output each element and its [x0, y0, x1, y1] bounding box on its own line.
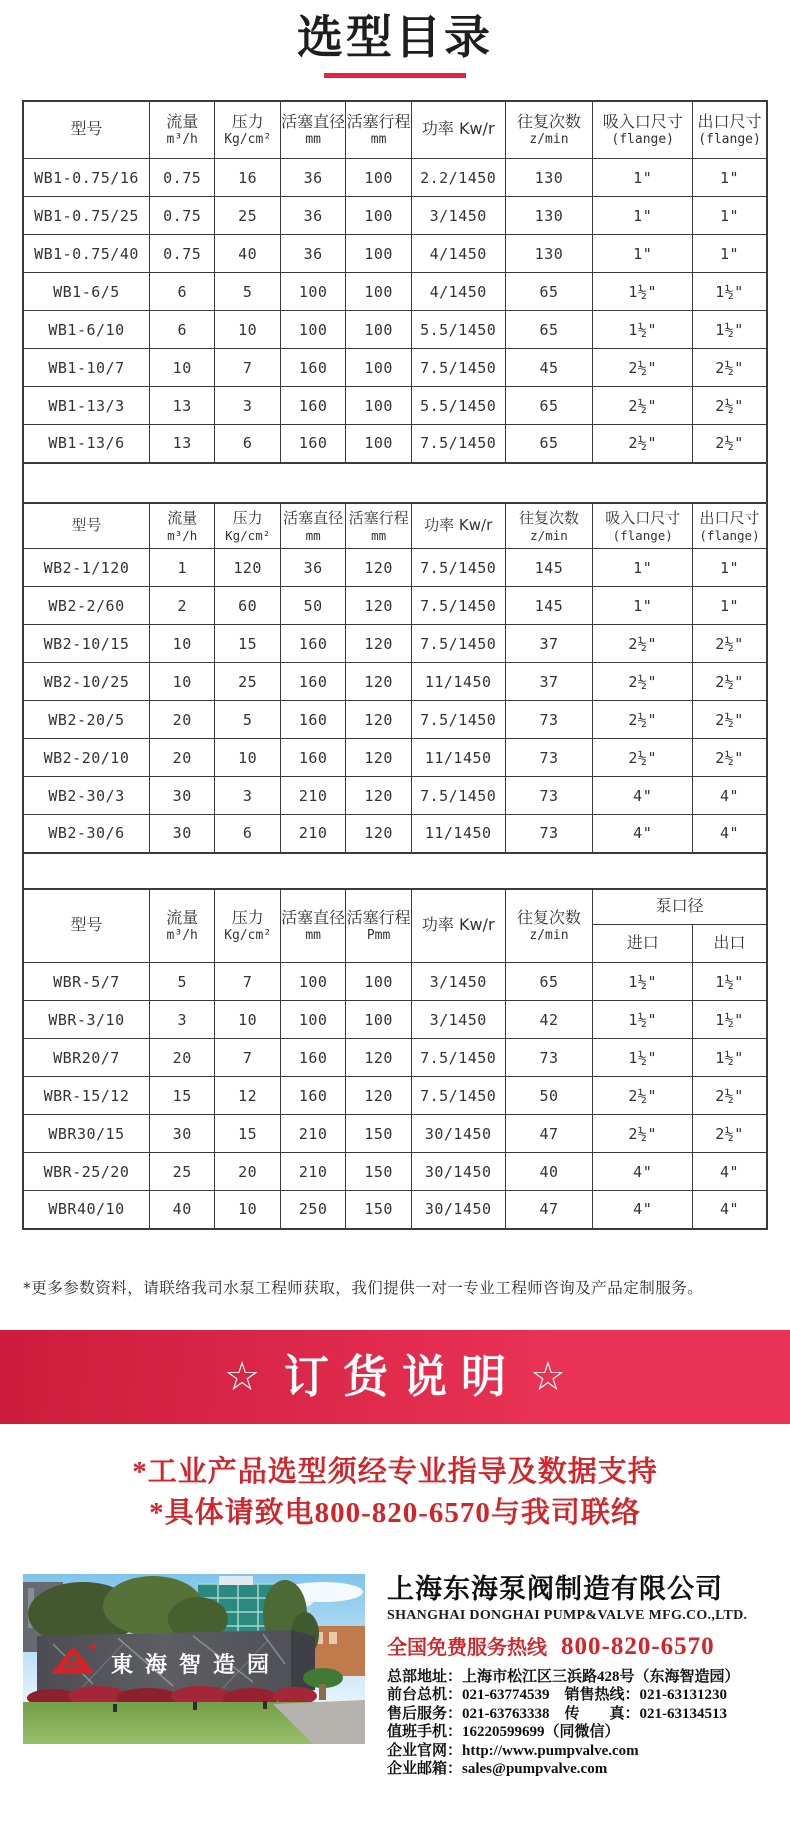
column-header: 功率 Kw/r [411, 889, 505, 963]
column-header: 活塞行程 mm [346, 503, 411, 549]
data-cell: 15 [215, 625, 280, 663]
model-cell: WB1-6/10 [23, 311, 149, 349]
column-header: 出口 [693, 925, 767, 963]
model-cell: WB1-0.75/25 [23, 197, 149, 235]
data-cell: 2½" [693, 663, 767, 701]
data-cell: 10 [215, 739, 280, 777]
warning-line: *具体请致电800-820-6570与我司联络 [149, 1496, 641, 1529]
table-row [23, 425, 767, 463]
warning-lines [0, 1452, 790, 1534]
data-cell: 11/1450 [411, 663, 505, 701]
data-cell: 120 [346, 739, 411, 777]
table-row [23, 235, 767, 273]
model-cell: WBR-25/20 [23, 1153, 149, 1191]
model-cell: WB1-0.75/16 [23, 159, 149, 197]
model-cell: WB2-10/15 [23, 625, 149, 663]
data-cell: 2½" [593, 739, 693, 777]
data-cell: 20 [149, 701, 214, 739]
data-cell: 2½" [693, 349, 767, 387]
data-cell: 100 [280, 311, 345, 349]
data-cell: 2½" [593, 663, 693, 701]
table-gap [22, 854, 768, 888]
banner-title: 订货说明 [283, 1350, 520, 1404]
data-cell: 47 [505, 1191, 593, 1229]
data-cell: 40 [149, 1191, 214, 1229]
data-cell: 1" [693, 587, 767, 625]
data-cell: 5.5/1450 [411, 387, 505, 425]
data-cell: 2½" [693, 739, 767, 777]
model-cell: WB2-20/10 [23, 739, 149, 777]
data-cell: 37 [505, 663, 593, 701]
data-cell: 73 [505, 1039, 593, 1077]
data-cell: 100 [346, 963, 411, 1001]
data-cell: 50 [280, 587, 345, 625]
model-cell: WBR40/10 [23, 1191, 149, 1229]
table-row [23, 1115, 767, 1153]
column-header: 压力 Kg/cm² [215, 101, 280, 159]
data-cell: 73 [505, 815, 593, 853]
data-cell: 100 [346, 273, 411, 311]
data-cell: 7.5/1450 [411, 1077, 505, 1115]
spec-table-wb1 [22, 100, 768, 464]
table-row [23, 197, 767, 235]
data-cell: 1" [693, 159, 767, 197]
data-cell: 160 [280, 1077, 345, 1115]
column-header: 型号 [23, 101, 149, 159]
data-cell: 12 [215, 1077, 280, 1115]
company-name-en: SHANGHAI DONGHAI PUMP&VALVE MFG.CO.,LTD. [387, 1607, 748, 1623]
data-cell: 100 [346, 425, 411, 463]
data-cell: 160 [280, 387, 345, 425]
data-cell: 5 [215, 273, 280, 311]
data-cell: 6 [149, 273, 214, 311]
data-cell: 30/1450 [411, 1191, 505, 1229]
data-cell: 20 [149, 1039, 214, 1077]
data-cell: 160 [280, 739, 345, 777]
data-cell: 150 [346, 1191, 411, 1229]
title-underline [324, 73, 466, 78]
data-cell: 37 [505, 625, 593, 663]
column-header: 出口尺寸 (flange) [693, 503, 767, 549]
data-cell: 1" [693, 235, 767, 273]
data-cell: 13 [149, 387, 214, 425]
column-header: 流量 m³/h [149, 889, 214, 963]
data-cell: 2½" [693, 1115, 767, 1153]
company-info [387, 1574, 787, 1778]
model-cell: WBR20/7 [23, 1039, 149, 1077]
data-cell: 3/1450 [411, 963, 505, 1001]
data-cell: 1" [593, 197, 693, 235]
data-cell: 120 [346, 625, 411, 663]
data-cell: 30 [149, 777, 214, 815]
factory-photo [23, 1574, 365, 1744]
company-footer [23, 1574, 790, 1778]
model-cell: WB2-30/6 [23, 815, 149, 853]
data-cell: 60 [215, 587, 280, 625]
data-cell: 3 [149, 1001, 214, 1039]
table-row [23, 273, 767, 311]
table-row [23, 1153, 767, 1191]
column-header: 压力 Kg/cm² [215, 503, 280, 549]
data-cell: 4" [593, 777, 693, 815]
data-cell: 36 [280, 235, 345, 273]
column-header: 流量 m³/h [149, 503, 214, 549]
data-cell: 250 [280, 1191, 345, 1229]
data-cell: 100 [280, 963, 345, 1001]
data-cell: 11/1450 [411, 815, 505, 853]
data-cell: 15 [215, 1115, 280, 1153]
column-header: 功率 Kw/r [411, 101, 505, 159]
data-cell: 6 [149, 311, 214, 349]
model-cell: WBR-3/10 [23, 1001, 149, 1039]
data-cell: 120 [215, 549, 280, 587]
data-cell: 45 [505, 349, 593, 387]
data-cell: 4" [693, 815, 767, 853]
contact-website: 企业官网：http://www.pumpvalve.com [387, 1742, 639, 1759]
data-cell: 150 [346, 1115, 411, 1153]
spec-table-wbr [22, 888, 768, 1230]
table-row [23, 663, 767, 701]
table-row [23, 815, 767, 853]
column-header: 活塞直径 mm [280, 503, 345, 549]
data-cell: 210 [280, 1115, 345, 1153]
table-row [23, 1191, 767, 1229]
data-cell: 73 [505, 701, 593, 739]
data-cell: 6 [215, 425, 280, 463]
data-cell: 11/1450 [411, 739, 505, 777]
data-cell: 4" [693, 777, 767, 815]
data-cell: 1½" [693, 963, 767, 1001]
data-cell: 30 [149, 1115, 214, 1153]
data-cell: 1" [593, 549, 693, 587]
data-cell: 7.5/1450 [411, 625, 505, 663]
data-cell: 73 [505, 739, 593, 777]
data-cell: 2½" [693, 387, 767, 425]
model-cell: WB2-1/120 [23, 549, 149, 587]
contact-email: 企业邮箱：sales@pumpvalve.com [387, 1760, 608, 1777]
data-cell: 100 [346, 1001, 411, 1039]
data-cell: 25 [215, 197, 280, 235]
footnote: *更多参数资料，请联络我司水泵工程师获取，我们提供一对一专业工程师咨询及产品定制服务。 [23, 1278, 704, 1297]
data-cell: 25 [215, 663, 280, 701]
data-cell: 145 [505, 549, 593, 587]
data-cell: 1½" [593, 1039, 693, 1077]
data-cell: 7 [215, 1039, 280, 1077]
data-cell: 130 [505, 159, 593, 197]
data-cell: 16 [215, 159, 280, 197]
data-cell: 0.75 [149, 159, 214, 197]
data-cell: 7 [215, 349, 280, 387]
data-cell: 120 [346, 587, 411, 625]
data-cell: 120 [346, 1077, 411, 1115]
table-row [23, 739, 767, 777]
contact-mobile: 值班手机：16220599699（同微信） [387, 1724, 620, 1741]
data-cell: 145 [505, 587, 593, 625]
data-cell: 2½" [593, 425, 693, 463]
data-cell: 1½" [693, 273, 767, 311]
data-cell: 20 [215, 1153, 280, 1191]
data-cell: 42 [505, 1001, 593, 1039]
data-cell: 10 [215, 1191, 280, 1229]
data-cell: 100 [346, 235, 411, 273]
data-cell: 65 [505, 425, 593, 463]
table-row [23, 1039, 767, 1077]
data-cell: 65 [505, 311, 593, 349]
data-cell: 4/1450 [411, 235, 505, 273]
data-cell: 1 [149, 549, 214, 587]
model-cell: WB2-30/3 [23, 777, 149, 815]
data-cell: 7.5/1450 [411, 777, 505, 815]
data-cell: 160 [280, 625, 345, 663]
data-cell: 130 [505, 235, 593, 273]
data-cell: 7.5/1450 [411, 425, 505, 463]
data-cell: 210 [280, 777, 345, 815]
hotline-number: 800-820-6570 [561, 1632, 715, 1660]
data-cell: 120 [346, 1039, 411, 1077]
data-cell: 5.5/1450 [411, 311, 505, 349]
data-cell: 7.5/1450 [411, 549, 505, 587]
star-icon: ☆ [530, 1353, 566, 1400]
column-header: 吸入口尺寸 (flange) [593, 101, 693, 159]
data-cell: 1½" [693, 1039, 767, 1077]
table-row [23, 701, 767, 739]
data-cell: 2½" [593, 701, 693, 739]
data-cell: 1" [593, 235, 693, 273]
column-header: 功率 Kw/r [411, 503, 505, 549]
table-row [23, 159, 767, 197]
data-cell: 10 [149, 625, 214, 663]
data-cell: 210 [280, 815, 345, 853]
data-cell: 20 [149, 739, 214, 777]
data-cell: 2½" [693, 625, 767, 663]
data-cell: 1½" [593, 311, 693, 349]
data-cell: 73 [505, 777, 593, 815]
data-cell: 4" [593, 1153, 693, 1191]
table-row [23, 1001, 767, 1039]
table-row [23, 387, 767, 425]
data-cell: 2½" [693, 425, 767, 463]
data-cell: 6 [215, 815, 280, 853]
column-header: 进口 [593, 925, 693, 963]
column-header: 出口尺寸 (flange) [693, 101, 767, 159]
data-cell: 100 [346, 197, 411, 235]
data-cell: 1½" [593, 1001, 693, 1039]
data-cell: 30 [149, 815, 214, 853]
table-row [23, 963, 767, 1001]
data-cell: 0.75 [149, 197, 214, 235]
spec-tables-section [22, 100, 768, 1230]
table-row [23, 625, 767, 663]
data-cell: 1½" [693, 1001, 767, 1039]
column-header: 型号 [23, 889, 149, 963]
contact-phones-after-sales: 售后服务：021-63763338 传 真：021-63134513 [387, 1705, 727, 1722]
data-cell: 10 [215, 1001, 280, 1039]
column-header: 往复次数 z/min [505, 101, 593, 159]
data-cell: 0.75 [149, 235, 214, 273]
table-row [23, 1077, 767, 1115]
data-cell: 2½" [593, 625, 693, 663]
data-cell: 7.5/1450 [411, 349, 505, 387]
data-cell: 40 [505, 1153, 593, 1191]
column-header: 压力 Kg/cm² [215, 889, 280, 963]
data-cell: 30/1450 [411, 1115, 505, 1153]
data-cell: 36 [280, 549, 345, 587]
data-cell: 65 [505, 273, 593, 311]
data-cell: 3/1450 [411, 1001, 505, 1039]
contact-address: 总部地址：上海市松江区三浜路428号（东海智造园） [387, 1668, 740, 1685]
data-cell: 120 [346, 549, 411, 587]
data-cell: 7 [215, 963, 280, 1001]
model-cell: WB2-20/5 [23, 701, 149, 739]
data-cell: 10 [215, 311, 280, 349]
data-cell: 210 [280, 1153, 345, 1191]
data-cell: 120 [346, 777, 411, 815]
model-cell: WBR-15/12 [23, 1077, 149, 1115]
contact-list [387, 1668, 787, 1778]
data-cell: 150 [346, 1153, 411, 1191]
table-row [23, 311, 767, 349]
column-header: 往复次数 z/min [505, 889, 593, 963]
data-cell: 2½" [693, 701, 767, 739]
star-icon: ☆ [224, 1353, 260, 1400]
data-cell: 100 [346, 387, 411, 425]
data-cell: 130 [505, 197, 593, 235]
data-cell: 36 [280, 159, 345, 197]
data-cell: 5 [215, 701, 280, 739]
spec-table-wb2 [22, 502, 768, 854]
company-name-cn: 上海东海泵阀制造有限公司 [387, 1573, 723, 1605]
model-cell: WB1-10/7 [23, 349, 149, 387]
data-cell: 47 [505, 1115, 593, 1153]
data-cell: 160 [280, 1039, 345, 1077]
table-row [23, 349, 767, 387]
table-gap [22, 464, 768, 502]
model-cell: WB1-6/5 [23, 273, 149, 311]
table-row [23, 777, 767, 815]
data-cell: 13 [149, 425, 214, 463]
data-cell: 3 [215, 387, 280, 425]
column-header: 活塞行程 mm [346, 101, 411, 159]
order-instructions-banner [0, 1330, 790, 1424]
data-cell: 100 [346, 159, 411, 197]
table-row [23, 549, 767, 587]
contact-phones-front-desk: 前台总机：021-63774539 销售热线：021-63131230 [387, 1687, 727, 1704]
data-cell: 1" [593, 587, 693, 625]
data-cell: 4/1450 [411, 273, 505, 311]
data-cell: 25 [149, 1153, 214, 1191]
data-cell: 1" [593, 159, 693, 197]
data-cell: 2½" [593, 1077, 693, 1115]
data-cell: 100 [280, 1001, 345, 1039]
table-row [23, 587, 767, 625]
data-cell: 15 [149, 1077, 214, 1115]
data-cell: 2½" [593, 349, 693, 387]
service-hotline [387, 1631, 787, 1661]
model-cell: WB1-0.75/40 [23, 235, 149, 273]
model-cell: WB1-13/3 [23, 387, 149, 425]
data-cell: 40 [215, 235, 280, 273]
data-cell: 1½" [593, 273, 693, 311]
data-cell: 2.2/1450 [411, 159, 505, 197]
data-cell: 7.5/1450 [411, 587, 505, 625]
data-cell: 65 [505, 963, 593, 1001]
column-header: 活塞直径 mm [280, 101, 345, 159]
data-cell: 30/1450 [411, 1153, 505, 1191]
data-cell: 4" [693, 1191, 767, 1229]
data-cell: 4" [693, 1153, 767, 1191]
data-cell: 50 [505, 1077, 593, 1115]
sign-text: 東海智造园 [111, 1652, 282, 1678]
data-cell: 100 [346, 349, 411, 387]
data-cell: 1" [693, 549, 767, 587]
data-cell: 36 [280, 197, 345, 235]
hotline-label: 全国免费服务热线 [387, 1636, 547, 1659]
data-cell: 160 [280, 425, 345, 463]
warning-line: *工业产品选型须经专业指导及数据支持 [132, 1455, 658, 1488]
column-header: 型号 [23, 503, 149, 549]
data-cell: 7.5/1450 [411, 701, 505, 739]
page-title: 选型目录 [297, 10, 493, 64]
data-cell: 120 [346, 663, 411, 701]
data-cell: 2½" [693, 1077, 767, 1115]
model-cell: WB2-10/25 [23, 663, 149, 701]
column-header: 流量 m³/h [149, 101, 214, 159]
model-cell: WBR-5/7 [23, 963, 149, 1001]
model-cell: WB2-2/60 [23, 587, 149, 625]
data-cell: 120 [346, 815, 411, 853]
data-cell: 1½" [693, 311, 767, 349]
column-header: 活塞直径 mm [280, 889, 345, 963]
data-cell: 100 [280, 273, 345, 311]
data-cell: 1½" [593, 963, 693, 1001]
column-header: 往复次数 z/min [505, 503, 593, 549]
data-cell: 160 [280, 663, 345, 701]
data-cell: 10 [149, 663, 214, 701]
data-cell: 160 [280, 349, 345, 387]
data-cell: 4" [593, 815, 693, 853]
data-cell: 5 [149, 963, 214, 1001]
data-cell: 1" [693, 197, 767, 235]
data-cell: 2½" [593, 1115, 693, 1153]
data-cell: 65 [505, 387, 593, 425]
column-header-pump-port: 泵口径 [593, 889, 767, 925]
data-cell: 2 [149, 587, 214, 625]
data-cell: 4" [593, 1191, 693, 1229]
data-cell: 120 [346, 701, 411, 739]
column-header: 活塞行程 Pmm [346, 889, 411, 963]
data-cell: 10 [149, 349, 214, 387]
data-cell: 160 [280, 701, 345, 739]
column-header: 吸入口尺寸 (flange) [593, 503, 693, 549]
data-cell: 100 [346, 311, 411, 349]
data-cell: 3/1450 [411, 197, 505, 235]
data-cell: 2½" [593, 387, 693, 425]
data-cell: 3 [215, 777, 280, 815]
data-cell: 7.5/1450 [411, 1039, 505, 1077]
model-cell: WB1-13/6 [23, 425, 149, 463]
model-cell: WBR30/15 [23, 1115, 149, 1153]
